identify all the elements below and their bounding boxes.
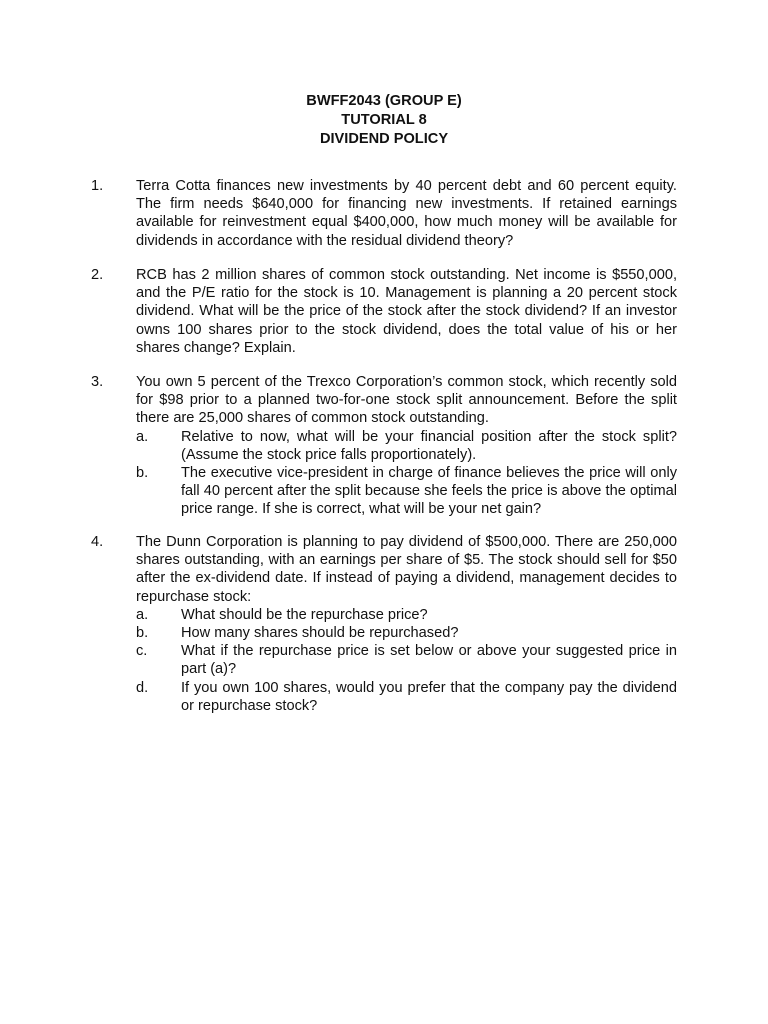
- sub-question-text: The executive vice-president in charge of finance believes the price will only fall 40 percent after the split because she feels the price is above the optimal price range. If she is correct, what will be your net gain?: [181, 465, 677, 518]
- question-number: 4.: [91, 534, 104, 550]
- sub-question-letter: c.: [136, 643, 148, 660]
- sub-question-text: If you own 100 shares, would you prefer that the company pay the dividend or repurchase stock?: [181, 679, 677, 714]
- sub-question-c: [136, 642, 677, 678]
- question-number: 3.: [91, 374, 104, 390]
- sub-question-letter: a.: [136, 606, 149, 623]
- question-number: 1.: [91, 178, 104, 194]
- question-body: [136, 533, 677, 715]
- sub-question-a: [136, 606, 677, 624]
- question-number: 2.: [91, 267, 104, 283]
- sub-question-text: What if the repurchase price is set below or above your suggested price in part (a)?: [181, 643, 677, 678]
- sub-question-a: [136, 428, 677, 464]
- sub-question-text: What should be the repurchase price?: [181, 606, 428, 623]
- question-text: You own 5 percent of the Trexco Corporation’s common stock, which recently sold for $98 prior to a planned two-for-one stock split announcement. Before the split there are 25,000 shares of common stock outstanding.: [136, 374, 677, 427]
- question-body: [136, 373, 677, 519]
- question-text: Terra Cotta finances new investments by 40 percent debt and 60 percent equity. The firm needs $640,000 for financing new investments. If retained earnings available for reinvestment equal $400,000, how much money will be available for dividends in accordance with the residual dividend theory?: [136, 178, 677, 249]
- course-code-title: BWFF2043 (GROUP E): [306, 93, 462, 109]
- topic-title: DIVIDEND POLICY: [319, 131, 449, 147]
- question-body: [136, 177, 677, 250]
- question-text: RCB has 2 million shares of common stock outstanding. Net income is $550,000, and the P/E ratio for the stock is 10. Management is planning a 20 percent stock dividend. What will be the price of the stock after the stock dividend? If an investor owns 100 shares prior to the stock dividend, does the total value of his or her shares change? Explain.: [136, 267, 677, 356]
- document-header: [0, 92, 768, 149]
- sub-question-b: [136, 624, 677, 642]
- sub-question-letter: b.: [136, 465, 149, 482]
- sub-question-letter: d.: [136, 679, 149, 696]
- question-text: The Dunn Corporation is planning to pay dividend of $500,000. There are 250,000 shares outstanding, with an earnings per share of $5. The stock should sell for $50 after the ex-dividend date. If instead of paying a dividend, management decides to repurchase stock:: [136, 534, 677, 605]
- sub-question-letter: b.: [136, 625, 149, 642]
- sub-question-d: [136, 679, 677, 715]
- question-body: [136, 266, 677, 357]
- sub-question-text: How many shares should be repurchased?: [181, 625, 459, 642]
- sub-question-text: Relative to now, what will be your financial position after the stock split? (Assume the stock price falls proportionately).: [181, 428, 677, 463]
- sub-question-b: [136, 464, 677, 519]
- sub-question-letter: a.: [136, 428, 149, 445]
- tutorial-title: TUTORIAL 8: [341, 112, 427, 128]
